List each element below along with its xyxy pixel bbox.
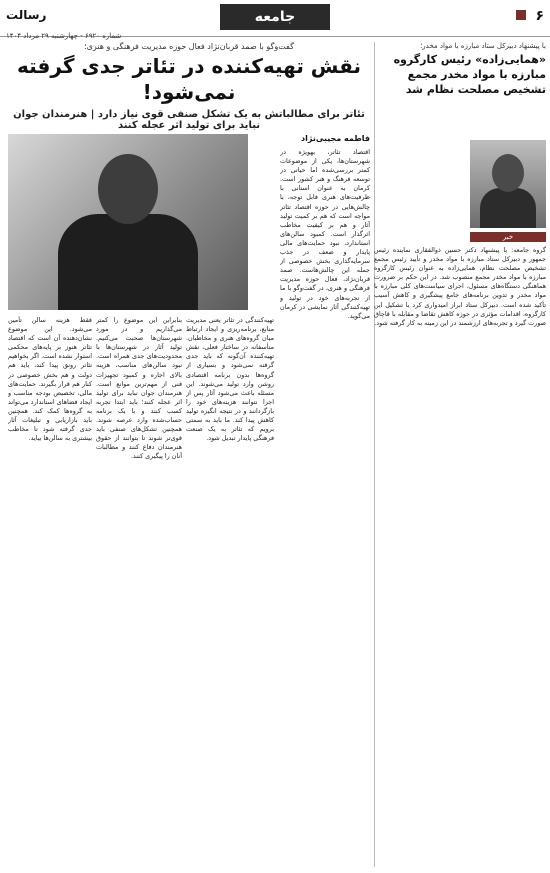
article-column-4 [8, 316, 92, 864]
sidebar-body [374, 246, 546, 864]
interviewee-photo [8, 134, 248, 310]
newspaper-logo: رسالت [6, 8, 47, 22]
issue-line: شماره ۶۹۲۰ - چهارشنبه ۲۹ مرداد ۱۴۰۴ [6, 32, 122, 40]
page-header [0, 2, 550, 40]
article-column-1 [280, 148, 370, 864]
article-kicker: گفت‌وگو با صمد قربان‌نژاد فعال حوزه مدیریت فرهنگی و هنری؛ [84, 42, 294, 51]
sidebar-kicker: با پیشنهاد دبیرکل ستاد مبارزه با مواد مخدر؛ [420, 42, 546, 50]
article-column-3 [96, 316, 182, 864]
article-title: نقش تهیه‌کننده در تئاتر جدی گرفته نمی‌شود! [17, 54, 361, 104]
section-title: جامعه [220, 4, 330, 30]
article-text: بنابراین این موضوع را کمتر می‌گذاریم و در مورد شهرستان‌ها صحبت می‌کنیم. تولید آثار در شهرستان‌ها با محدودیت‌های جدی همراه است. نبود سالن‌های مناسب، هزینه بالای اجاره و کمبود تجهیزات فنی از مهم‌ترین موانع است. هنرمندان جوان نباید برای تولید اثر عجله کنند؛ باید ابتدا تجربه کسب کنند و با یک برنامه حساب‌شده وارد عرصه شوند. همچنین تشکل‌های صنفی باید قوی‌تر شوند تا بتوانند از حقوق هنرمندان دفاع کنند و مطالبات آنان را پیگیری کنند. [96, 316, 182, 461]
article-text: تهیه‌کنندگی در تئاتر یعنی مدیریت منابع، برنامه‌ریزی و ایجاد ارتباط میان گروه‌های هنری و مخاطبان. متأسفانه در ساختار فعلی، نقش تهیه‌کننده آن‌گونه که باید جدی گرفته نمی‌شود و بسیاری از گروه‌ها بدون برنامه اقتصادی روشن وارد تولید می‌شوند. این مسئله باعث می‌شود آثار پس از اجرا نتوانند هزینه‌های خود را بازگردانند و در نتیجه انگیزه تولید کاهش پیدا کند. ما باید به سمتی برویم که تئاتر به یک صنعت فرهنگی پایدار تبدیل شود. [186, 316, 274, 443]
article-column-2 [186, 316, 274, 864]
page-number: ۶ [535, 8, 544, 24]
news-sidebar [374, 42, 546, 97]
sidebar-text: گروه جامعه: با پیشنهاد دکتر حسین ذوالفقاری نماینده رئیس جمهور و دبیرکل ستاد مبارزه با مواد مخدر و تأیید رئیس مجمع تشخیص مصلحت نظام، همایی‌زاده به عنوان رئیس کارگروه مبارزه با مواد مخدر مجمع منصوب شد. در این حکم بر ضرورت هماهنگی دستگاه‌های مسئول، اجرای سیاست‌های کلی مبارزه با مواد مخدر و تدوین برنامه‌های جامع پیشگیری و کاهش آسیب تأکید شده است. دبیرکل ستاد ابراز امیدواری کرد با تشکیل این کارگروه، اقدامات مؤثری در حوزه کاهش تقاضا و مقابله با قاچاق صورت گیرد و تجربه‌های ارزشمند در این زمینه به کار گرفته شود. [374, 246, 546, 327]
square-icon [516, 10, 526, 20]
photo-figure-head [98, 154, 158, 224]
photo-figure-body [480, 188, 536, 228]
article-subtitle: تئاتر برای مطالباتش به یک تشکل صنفی قوی نیاز دارد | هنرمندان جوان نباید برای تولید اثر عجله کنند [13, 109, 365, 131]
article-text: اقتصاد تئاتر، بهویژه در شهرستان‌ها، یکی از موضوعات کمتر بررسی‌شده اما حیاتی در توسعه فرهنگ و هنر کشور است. کرمان به عنوان استانی با ظرفیت‌های هنری قابل توجه، با چالش‌هایی در حوزه اقتصاد تئاتر مواجه است که هم بر کمیت تولید آثار و هم بر کیفیت مخاطب اثرگذار است. کمبود سالن‌های استاندارد، نبود حمایت‌های مالی پایدار و ضعف در جذب سرمایه‌گذاری بخش خصوصی از جمله این چالش‌هاست. صمد قربان‌نژاد، فعال حوزه مدیریت فرهنگی و هنری، در گفت‌وگو با ما از تجربه‌های خود در تولید و تهیه‌کنندگی آثار نمایشی در کرمان می‌گوید. [280, 148, 370, 320]
news-label: خبر [470, 232, 546, 242]
photo-figure-head [492, 154, 524, 192]
article-header [8, 42, 370, 131]
article-text: فقط هزینه سالن تأمین می‌شود. این موضوع نشان‌دهنده آن است که اقتصاد تئاتر هنوز بر پایه‌های محکمی استوار نشده است. اگر بخواهیم تئاتر رونق پیدا کند، باید هم دولت و هم بخش خصوصی در کنار هم قرار بگیرند. حمایت‌های مالی، تخصیص بودجه مناسب و ایجاد فضاهای استاندارد می‌تواند به گروه‌ها کمک کند. همچنین باید بازاریابی و تبلیغات آثار جدی گرفته شود تا مخاطب بیشتری به سالن‌ها بیاید. [8, 316, 92, 443]
photo-figure-body [58, 214, 198, 310]
sidebar-photo [470, 140, 546, 228]
article-byline: فاطمه مجیبی‌نژاد [301, 134, 370, 143]
sidebar-title: «همایی‌زاده» رئیس کارگروه مبارزه با مواد مخدر مجمع تشخیص مصلحت نظام شد [393, 53, 546, 96]
